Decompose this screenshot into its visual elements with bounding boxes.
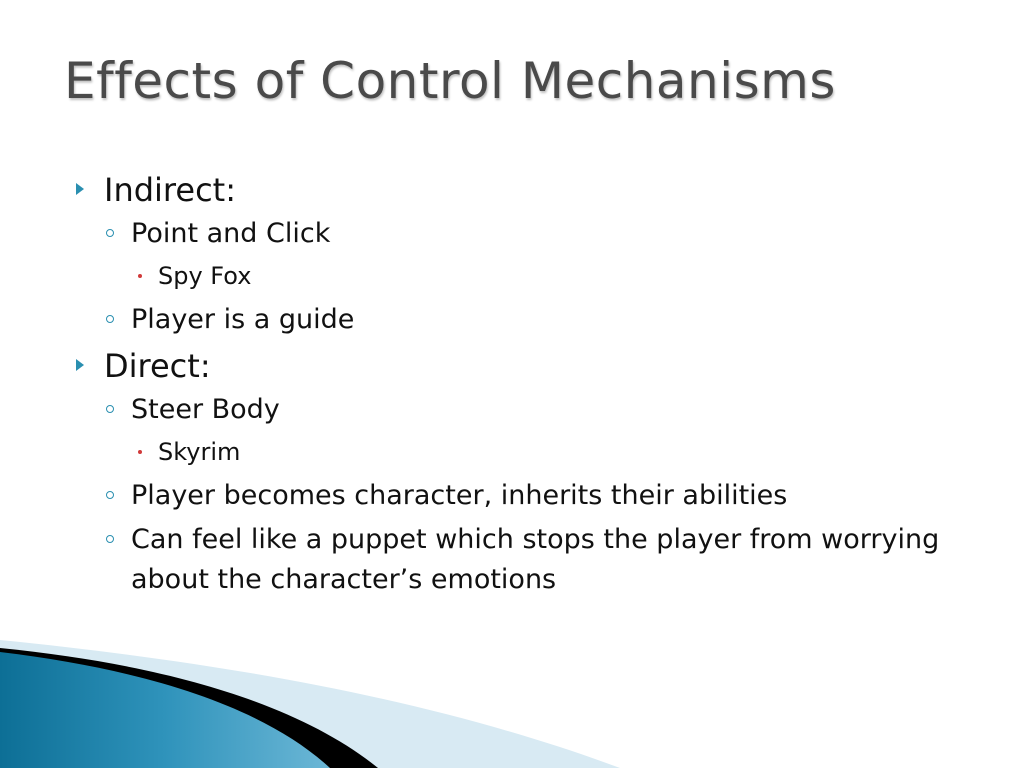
sub-sub-bullet-label: Spy Fox <box>158 262 252 290</box>
bullet-label: Direct: <box>104 347 211 385</box>
bullet-label: Indirect: <box>104 171 236 209</box>
sub-bullet-label: Can feel like a puppet which stops the player from worrying about the character’s emotions <box>131 524 940 595</box>
sub-sub-bullet-label: Skyrim <box>158 438 241 466</box>
slide-title: Effects of Control Mechanisms <box>64 52 836 110</box>
sub-bullet-label: Player becomes character, inherits their abilities <box>131 480 788 511</box>
sub-bullet-label: Player is a guide <box>131 304 355 335</box>
sub-bullet-label: Point and Click <box>131 218 331 249</box>
sub-bullet-label: Steer Body <box>131 394 280 425</box>
